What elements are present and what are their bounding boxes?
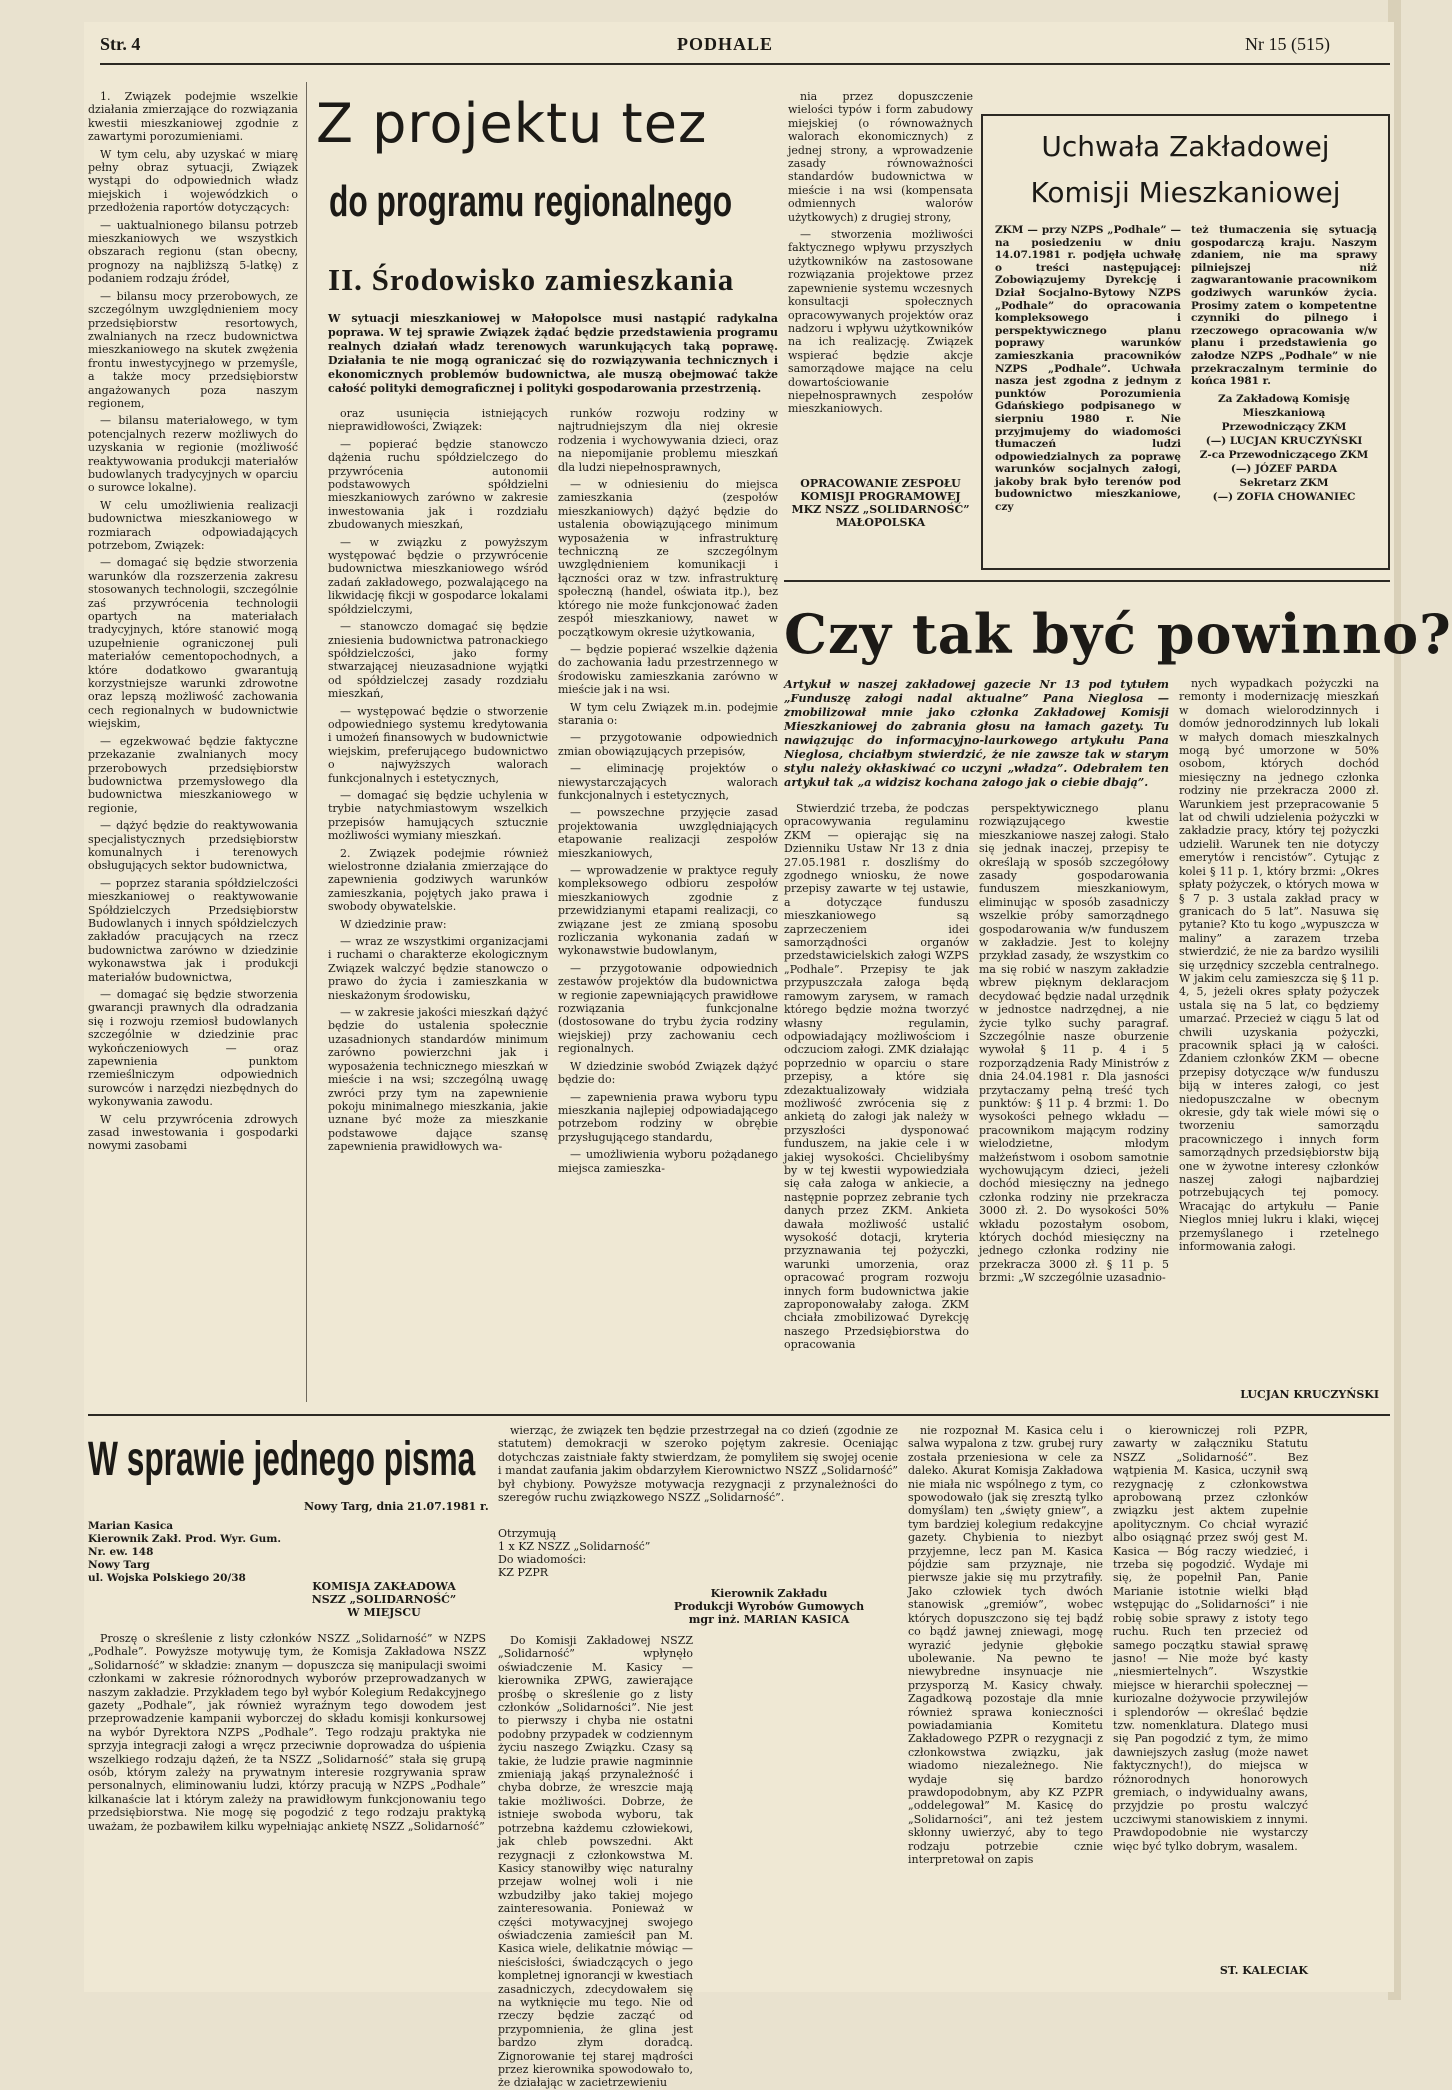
resolution-title-line1: Uchwała Zakładowej [1041,130,1330,163]
article2-column-b: perspektywicznego planu rozwiązującego kwestie mieszkaniowe naszej załogi. Stało się jednak inaczej, przepisy te określają w sposób szczegółowy zasady gospodarowania funduszem mieszkaniowym, eliminując w sposób zasadniczy wszelkie próby samorządnego gospodarowania w/w funduszem w zakładzie. Jest to kolejny przykład zasady, że wszystkim co ma się robić w naszym zakładzie wbrew pięknym deklaracjom decydować będzie nadal urzędnik w jednostce nadrzędnej, a nie życie tylko suchy paragraf. Szczególnie nasze oburzenie wywołał § 11 p. 4 i 5 rozporządzenia Rady Ministrów z dnia 24.04.1981 r. Dla jasności przytaczamy pełną treść tych punktów: § 11 p. 4 brzmi: 1. Do wysokości pełnego wkładu — pracownikom mającym rodziny wielodzietne, młodym małżeństwom i osobom samotnie wychowującym dzieci, jeżeli dochód miesięczny na jednego członka rodziny nie przekracza 3000 zł. 2. Do wysokości 50% wkładu pozostałym osobom, których dochód miesięczny na jednego członka rodziny nie przekracza 3000 zł. § 11 p. 5 brzmi: „W szczególnie uzasadnio- [979,802,1169,1285]
article1-title: Z projektu tez [316,92,708,155]
recipient-line: W MIEJSCU [347,1606,421,1619]
paragraph: — przygotowanie odpowiednich zestawów projektów dla budownictwa w regionie zapewniających prawidłowe rozwiązania funkcjonalne (dostosowane do trybu życia rodziny wiejskiej) przy zachowaniu cech regionalnych. [558,961,778,1056]
article1-column-1 [88,90,298,1400]
paragraph: — w odniesieniu do miejsca zamieszkania (zespołów mieszkaniowych) dążyć będzie do ustalenia obowiązującego minimum wyposażenia w infrastrukturę techniczną ze szczególnym uwzględnieniem komunikacji i łączności oraz w tzw. infrastrukturę społeczną (handel, oświata itp.), bez którego nie może funkcjonować żaden zespół mieszkaniowy, nawet w początkowym okresie użytkowania, [558,478,778,639]
article2-intro: Artykuł w naszej zakładowej gazecie Nr 13 pod tytułem „Funduszę załogi nadal aktualne” Pana Nieglosa — zmobilizował mnie jako członka Zakładowej Komisji Mieszkaniowej do zabrania głosu na łamach gazety. Tu nawiązując do informacyjno-laurkowego artykułu Pana Nieglosa, chciałbym stwierdzić, że nie zawsze tak w starym stylu należy okłaskiwać co uczyni „władza”. Odebrałem ten artykuł tak „a widzisz kochana załogo jak o ciebie dbają”. [784,677,1169,789]
paragraph: — będzie popierać wszelkie dążenia do zachowania ładu przestrzennego w środowisku zamieszkania zarówno w mieście jak i na wsi. [558,642,778,697]
article1-column-4 [788,90,973,480]
signer-line: Kierownik Zakładu [710,1587,828,1600]
article3-signature: ST. KALECIAK [1219,1964,1308,1977]
paragraph: — uaktualnionego bilansu potrzeb mieszkaniowych we wszystkich obszarach regionu (stan obecny, prognozy na najbliższą 5-latkę) z podaniem rodzaju źródeł, [88,218,298,286]
copies-line: 1 x KZ NSZZ „Solidarność” [498,1540,651,1553]
section-rule-2 [88,1414,1390,1416]
article3-body-2: wierząc, że związek ten będzie przestrzegał na co dzień (zgodnie ze statutem) demokracji w szeroko pojętym zakresie. Oceniając dotychczas zaistniałe fakty stwierdzam, że pomyliłem się swojej ocenie i mandat zaufania jakim obdarzyłem Kierownictwo NSZZ „Solidarność” był chybiony. Powyższe motywacja rezygnacji z przynależności do szeregów ruchu związkowego NSZZ „Solidarność”. [498,1424,898,1505]
article1-signature: OPRACOWANIE ZESPOŁU KOMISJI PROGRAMOWEJ MKZ NSZZ „SOLIDARNOŚĆ” MAŁOPOLSKA [791,477,970,529]
paragraph: — stworzenia możliwości faktycznego wpływu przyszłych użytkowników na zastosowane rozwiązania projektowe przez zapewnienie systemu wczesnych konsultacji społecznych opracowywanych projektów oraz nadzoru i wpływu użytkowników na ich realizację. Związek wspierać będzie akcje samorządowe mające na celu dowartościowanie niepełnosprawnych zespołów mieszkaniowych. [788,228,973,416]
address-line: Kierownik Zakł. Prod. Wyr. Gum. [88,1533,282,1545]
paragraph: 2. Związek podejmie również wielostronne działania zmierzające do zapewnienia godziwych warunków zamieszkania, pojętych jako prawa i swobody obywatelskie. [328,846,548,914]
paragraph: W celu przywrócenia zdrowych zasad inwestowania i gospodarki nowymi zasobami [88,1112,298,1153]
paragraph: — domagać się będzie stworzenia warunków dla rozszerzenia zakresu stosowanych technologii, szczególnie zaś przywrócenia technologii opartych na materiałach tradycyjnych, które stanowić mogą uzupełnienie ograniczonej puli materiałów cementopochodnych, a które dodatkowo gwarantują korzystniejsze warunki zdrowotne oraz lepszą możliwość zachowania cech regionalnych w budownictwie wiejskim, [88,556,298,731]
header-rule [100,63,1390,65]
paragraph: W dziedzinie praw: [340,917,447,931]
article3-body-3: Do Komisji Zakładowej NSZZ „Solidarność” wpłynęło oświadczenie M. Kasicy — kierownika ZPWG, zawierające prośbę o skreślenie go z listy członków „Solidarności”. Nie jest to pierwszy i chyba nie ostatni podobny przypadek w codziennym życiu naszego Związku. Czasy są takie, że ludzie prawie nagminnie zmieniają jakąś przynależność i chyba dobrze, że wreszcie mają takie możliwości. Dobrze, że istnieje swoboda wyboru, tak potrzebna każdemu człowiekowi, jak chleb powszedni. Akt rezygnacji z członkowstwa M. Kasicy stanowiłby więc naturalny przejaw wolnej woli i nie wzbudziłby jako takiej mojego zainteresowania. Ponieważ w części motywacyjnej swojego oświadczenia zamieścił pan M. Kasica wiele, delikatnie mówiąc — nieścisłości, świadczących o jego kompletnej ignorancji w kwestiach zasadniczych, zdecydowałem się na wytknięcie mu tego. Nie od rzeczy będzie zacząć od przypomnienia, że glina jest bardzo złym doradcą. Zignorowanie tej starej mądrości przez kierownika spowodowało to, że działając w zacietrzewieniu [498,1634,693,2090]
resolution-text-left: ZKM — przy NZPS „Podhale” — na posiedzeniu w dniu 14.07.1981 r. podjęła uchwałę o treści następującej: Zobowiązujemy Dyrekcję i Dział Socjalno-Bytowy NZPS „Podhale” do opracowania kompleksowego i perspektywicznego planu poprawy warunków zamieszkania pracowników NZPS „Podhale”. Uchwała nasza jest zgodna z jednym z punktów Porozumienia Gdańskiego podpisanego w sierpniu 1980 r. Nie przyjmujemy do wiadomości tłumaczeń ludzi odpowiedzialnych za poprawę warunków socjalnych załogi, jakoby brak było terenów pod budownictwo mieszkaniowe, czy [995,224,1181,514]
article3-body-5: o kierowniczej roli PZPR, zawarty w załączniku Statutu NSZZ „Solidarność”. Bez wątpienia M. Kasica, uczynił swą rezygnację z członkowstwa aprobowaną przez członków związku jest aktem zupełnie apolitycznym. Co chciał wyrazić albo osiągnąć przez swój gest M. Kasica — Bóg raczy wiedzieć, i trzeba się pogodzić. Wydaje mi się, że popełnił Pan, Panie Marianie istotnie wielki błąd wstępując do „Solidarności” i nie robię sobie sprawy z istoty tego ruchu. Ruch ten przecież od samego początku stawiał sprawę jasno! — Nie może być kasty „niesmiertelnych”. Wszystkie miejsce w hierarchii społecznej — kuriozalne dożywocie przywilejów i splendorów — określać będzie tzw. nomenklatura. Dlatego musi się Pan pogodzić z tym, że mimo dawniejszych zasług (może nawet faktycznych!), do miejsca w różnorodnych honorowych gremiach, o indywidualny awans, przyjdzie po prostu walczyć uczciwymi stanowiskiem z innymi. Prawdopodobnie nie wystarczy więc być tylko dobrym, wasalem. [1113,1424,1308,1853]
section-rule [784,580,1390,582]
paragraph: — w zakresie jakości mieszkań dążyć będzie do ustalenia społecznie uzasadnionych standardów minimum zarówno powierzchni jak i wyposażenia technicznego mieszkań w mieście i na wsi; szczególną uwagę zwróci przy tym na zapewnienie pokoju minimalnego mieszkania, jakie uznane być może za mieszkanie podstawowe dające szansę zapewnienia prawidłowych wa- [328,1006,548,1154]
paragraph: — poprzez starania spółdzielczości mieszkaniowej o reaktywowanie Spółdzielczych Przedsiębiorstw Budowlanych i innych spółdzielczych zakładów pracujących na rzecz budownictwa zarówno w dziedzinie wykonawstwa jak i produkcji materiałów budownictwa, [88,876,298,984]
article3-body-3b [703,1634,898,1979]
paragraph: — wraz ze wszystkimi organizacjami i ruchami o charakterze ekologicznym Związek walczyć będzie stanowczo o prawo do życia i zamieszkania w nieskażonym środowisku, [328,935,548,1002]
article2-title: Czy tak być powinno? [784,602,1452,666]
paragraph: — w związku z powyższym występować będzie o przywrócenie budownictwa mieszkaniowego wśród zadań zakładowego, pozwalającego na likwidację fikcji w gospodarce lokalami spółdzielczymi, [328,535,548,616]
paragraph: W celu umożliwienia realizacji budownictwa mieszkaniowego w rozmiarach odpowiadających potrzebom, Związek: [88,498,298,552]
article3-recipient [294,1580,474,1619]
paragraph: — popierać będzie stanowczo dążenia ruchu spółdzielczego do przywrócenia autonomii podstawowych spółdzielni mieszkaniowych zarówno w zakresie inwestowania jak i rozdziału zbudowanych mieszkań, [328,437,548,532]
paragraph: — eliminację projektów o niewystarczających walorach funkcjonalnych i estetycznych, [558,762,778,802]
signer-line: (—) LUCJAN KRUCZYŃSKI [1205,435,1363,447]
signer-line: mgr inż. MARIAN KASICA [688,1613,850,1626]
paragraph: — bilansu mocy przerobowych, ze szczególnym uwzględnieniem mocy przedsiębiorstw resortowych, zwalnianych na rzecz budownictwa mieszkaniowego na skutek zwężenia frontu inwestycyjnego w przemyśle, a także mocy przedsiębiorstw angażowanych poza naszym regionem, [88,289,298,410]
signer-line: Sekretarz ZKM [1239,477,1329,489]
article3-body-4: nie rozpoznał M. Kasica celu i salwa wypalona z tzw. grubej rury została przeniesiona w cele za daleko. Akurat Komisja Zakładowa nie miała nic wspólnego z tym, co spowodowało (jak się zresztą tylko domyślam) ten „święty gniew”, a tym bardziej kolegium redakcyjne gazety. Chybienia to niezbyt przyjemne, lecz pan M. Kasica pójdzie sam przyznaje, nie pierwsze jakie się mu przytrafiły. Jako człowiek tych dwóch stanowisk „gremiów”, wobec których dopuszczono się tej bądź co bądź jawnej zniewagi, mogę wyrazić jedynie głębokie ubolewanie. Na pewno te niewybredne insynuacje nie przysporzą M. Kasicy chwały. Zagadkową pozostaje dla mnie również sprawa konieczności powiadamiania Komitetu Zakładowego PZPR o rezygnacji z członkowstwa związku, jak wiadomo niezależnego. Nie wydaje się bardzo prawdopodobnym, aby KZ PZPR „oddelegował” M. Kasicę do „Solidarności”, ani też jestem skłonny uwierzyć, aby to tego rodzaju potrzebie cznie interpretował on zapis [908,1424,1103,1866]
resolution-title-line2: Komisji Mieszkaniowej [1030,176,1341,209]
article1-column-3 [558,407,778,1402]
copies-line: Otrzymują [498,1527,557,1540]
paragraph: — przygotowanie odpowiednich zmian obowiązujących przepisów, [558,731,778,758]
paragraph: — dążyć będzie do reaktywowania specjalistycznych przedsiębiorstw komunalnych i terenowych obsługujących sektor budownictwa, [88,819,298,873]
article1-lead: W sytuacji mieszkaniowej w Małopolsce musi nastąpić radykalna poprawa. W tej sprawie Związek żądać będzie przedstawienia programu realnych działań władz terenowych warunkujących taką poprawę. Działania te nie mogą ograniczać się do rozwiązywania technicznych i ekonomicznych problemów budownictwa, ale muszą obejmować także całość polityki demograficznej i polityki gospodarowania przestrzenią. [328,312,778,395]
copies-line: Do wiadomości: [498,1553,587,1566]
signer-line: (—) ZOFIA CHOWANIEC [1212,491,1356,503]
paragraph: — bilansu materiałowego, w tym potencjalnych rezerw możliwych do uzyskania w regionie (możliwość reaktywowania produkcji materiałów budowlanych tradycyjnych w oparciu o surowce lokalne). [88,414,298,495]
signer-line: Produkcji Wyrobów Gumowych [673,1600,865,1613]
page-header [100,28,1390,56]
paragraph: — zapewnienia prawa wyboru typu mieszkania najlepiej odpowiadającego potrzebom rodziny w obrębie przysługującego standardu, [558,1090,778,1144]
paragraph: oraz usunięcia istniejących nieprawidłowości, Związek: [328,407,548,434]
article3-title: W sprawie jednego pisma [88,1433,476,1486]
paper-name: PODHALE [677,34,774,54]
signer-line: Przewodniczący ZKM [1221,421,1347,433]
article1-section-title: II. Środowisko zamieszkania [328,262,735,297]
paragraph: — występować będzie o stworzenie odpowiedniego systemu kredytowania i umożeń finansowych w budownictwie wiejskim, preferującego budownictwo o najwyższych walorach funkcjonalnych i estetycznych, [328,704,548,785]
recipient-line: KOMISJA ZAKŁADOWA [312,1580,456,1593]
article1-subtitle: do programu regionalnego [329,177,733,226]
article3-address [88,1520,281,1585]
newspaper-page [84,22,1452,2090]
resolution-signers [1191,392,1377,504]
page-number: Str. 4 [100,34,141,54]
article3-dateline: Nowy Targ, dnia 21.07.1981 r. [304,1500,489,1513]
article3-copies [498,1527,650,1579]
paragraph: nia przez dopuszczenie wielości typów i form zabudowy miejskiej (o równoważnych walorach ekonomicznych) z jednej strony, a wprowadzenie zasady równoważności standardów budownictwa w mieście i na wsi (kompensata odmiennych walorów użytkowych) z drugiej strony, [788,90,973,224]
paragraph: 1. Związek podejmie wszelkie działania zmierzające do rozwiązania kwestii mieszkaniowej zgodnie z zawartymi porozumieniami. [88,90,298,144]
issue-number: Nr 15 (515) [1245,34,1330,54]
paragraph: — domagać się będzie uchylenia w trybie natychmiastowym wszelkich przepisów hamujących sztucznie możliwości wymiany mieszkań. [328,788,548,843]
copies-line: KZ PZPR [498,1566,549,1579]
signer-line: Z-ca Przewodniczącego ZKM [1199,449,1369,461]
paragraph: W tym celu Związek m.in. podejmie starania o: [558,700,778,727]
signer-line: Za Zakładową Komisję Mieszkaniową [1218,393,1350,419]
resolution-box [981,114,1390,570]
paragraph: — umożliwienia wyboru pożądanego miejsca zamieszka- [558,1148,778,1175]
paragraph: — stanowczo domagać się będzie zniesienia budownictwa patronackiego spółdzielczości, jako formy stwarzającej nieuzasadnione wyjątki od spółdzielczej zasady rozdziału mieszkań, [328,620,548,701]
recipient-line: NSZZ „SOLIDARNOŚĆ” [311,1593,457,1606]
article2-signature: LUCJAN KRUCZYŃSKI [1240,1388,1379,1401]
address-line: Nowy Targ [88,1559,150,1571]
article3-body-1: Proszę o skreślenie z listy członków NSZZ „Solidarność” w NZPS „Podhale”. Powyższe motywuję tym, że Komisja Zakładowa NSZZ „Solidarność” w składzie: znanym — dopuszcza się manipulacji swoimi członkami w zakresie różnorodnych wyborów przeprowadzanych w naszym zakładzie. Przykładem tego był wybór Kolegium Redakcyjnego gazety „Podhale”, jak również wyraźnym tego dowodem jest przeprowadzenie kampanii wyborczej do składu komisji konkursowej na wybór Dyrektora NZPS „Podhale”. Tego rodzaju praktyka nie sprzyja integracji załogi a wręcz przeciwnie doprowadza do uśpienia wszelkiego rodzaju dążeń, że ta NSZZ „Solidarność” stała się grupą osób, którym zależy na prywatnym interesie rozgrywania spraw personalnych, eliminowaniu ludzi, którzy pracują w NZPS „Podhale” kilkanaście lat i którym zależy na prawidłowym funkcjonowaniu tego przedsiębiorstwa. Nie mogę się pogodzić z tego rodzaju praktyką uważam, że pozbawiłem kilku wypełniając ankietę NSZZ „Solidarność” [88,1632,486,1833]
resolution-text-right: też tłumaczenia się sytuacją gospodarczą kraju. Naszym zdaniem, nie ma sprawy pilniejszej niż zagwarantowanie pracownikom godziwych warunków życia. Prosimy zatem o kompetentne czynniki do pilnego i rzeczowego opracowania w/w planu i przedstawienia go załodze NZPS „Podhale” w nie przekraczalnym terminie do końca 1981 r. [1191,224,1377,388]
article2-column-c: nych wypadkach pożyczki na remonty i modernizację mieszkań w domach wielorodzinnych i domów jednorodzinnych lub lokali w małych domach mieszkalnych mogą być umorzone w 50% osobom, których dochód miesięczny na jednego członka rodziny nie przekracza 2000 zł. Warunkiem jest przepracowanie 5 lat od chwili udzielenia pożyczki w zakładzie pracy, który tej pożyczki udzielił. Warunek ten nie dotyczy emerytów i rencistów”. Cytując z kolei § 11 p. 1, który brzmi: „Okres spłaty pożyczek, o których mowa w § 7 p. 3 ustala zakład pracy w granicach do 5 lat”. Nasuwa się pytanie? Kto tu kogo „wypuszcza w maliny” a zarazem trzeba stwierdzić, że nie za bardzo wysilili się urzędnicy szczebla centralnego. W jakim celu zamieszcza się § 11 p. 4, 5, jeżeli okres spłaty pożyczek ustala się na 5 lat, co będziemy umarzać. Przecież w ciągu 5 lat od chwili uzyskania pożyczki, pracownik spłaci ją w całości. Zdaniem członków ZKM — obecne przepisy dotyczące w/w funduszu biją w interes załogi, co jest niedopuszczalne w obecnym okresie, gdy tak wiele mówi się o tworzeniu samorządu pracowniczego i innych form samorządnych przedsiębiorstw biją one w żywotne interesy członków naszej załogi najbardziej potrzebujących tej pomocy. Wracając do artykułu — Panie Nieglos mniej lukru i klaki, więcej przemyślanego i rzetelnego informowania załogi. [1179,677,1379,1254]
paragraph: W dziedzinie swobód Związek dążyć będzie do: [558,1059,778,1087]
paragraph: W tym celu, aby uzyskać w miarę pełny obraz sytuacji, Związek wystąpi do odpowiednich władz miejskich i wojewódzkich o przedłożenia raportów dotyczących: [88,147,298,215]
article1-column-2 [328,407,548,1402]
paragraph: — egzekwować będzie faktyczne przekazanie zwalnianych mocy przerobowych przedsiębiorstw budownictwa przemysłowego dla budownictwa mieszkaniowego w regionie, [88,734,298,815]
address-line: ul. Wojska Polskiego 20/38 [88,1572,246,1584]
column-divider [306,82,307,1402]
article2-column-a: Stwierdzić trzeba, że podczas opracowywania regulaminu ZKM — opierając się na Dzienniku Ustaw Nr 13 z dnia 27.05.1981 r. doszliśmy do zgodnego wniosku, że nowe przepisy zawarte w tej ustawie, a dotyczące funduszu mieszkaniowego są zaprzeczeniem idei samorządności organów przedstawicielskich załogi WZPS „Podhale”. Przepisy te jak przypuszczała załoga będą ramowym zarysem, w ramach którego będzie można tworzyć własny regulamin, odpowiadający możliwościom i odczuciom załogi. ZMK działając poprzednio w oparciu o stare przepisy, a które się zdezaktualizowały widziała możliwość zwrócenia się z ankietą do załogi jak należy w przyszłości dysponować funduszem, na jakie cele i w jakiej wysokości. Chcielibyśmy by w tej kwestii wypowiedziała się cała załoga w ankiecie, a następnie poprzez zebranie tych danych przez ZKM. Ankieta dawała możliwość ustalić wysokość dotacji, kryteria przyznawania tej pożyczki, warunki umorzenia, oraz opracować program rozwoju innych form budownictwa jakie zaproponowałaby załoga. ZKM chciała zmobilizować Dyrekcję naszego Przedsiębiorstwa do opracowania [784,802,969,1352]
address-line: Nr. ew. 148 [88,1546,154,1558]
address-line: Marian Kasica [88,1520,174,1532]
paragraph: — wprowadzenie w praktyce reguły kompleksowego odbioru zespołów mieszkaniowych zgodnie z przewidzianymi etapami realizacji, co związane jest ze zmianą sposobu rozliczania wykonania zadań w wykonawstwie budowlanym, [558,864,778,958]
article3-signer [644,1587,894,1626]
paragraph: runków rozwoju rodziny w najtrudniejszym dla niej okresie rodzenia i wychowywania dzieci, oraz na niepomijanie problemu mieszkań dla ludzi niepełnosprawnych, [558,407,778,474]
signer-line: (—) JÓZEF PARDA [1230,463,1338,475]
paragraph: — domagać się będzie stworzenia gwarancji prawnych dla odradzania się i rozwoju rzemiosł budowlanych szczególnie w dziedzinie prac wykończeniowych — oraz zapewnienia punktom rzemieślniczym odpowiednich surowców i narzędzi niezbędnych do wykonywania zawodu. [88,988,298,1109]
paragraph: — powszechne przyjęcie zasad projektowania uwzględniających etapowanie realizacji zespołów mieszkaniowych, [558,806,778,860]
